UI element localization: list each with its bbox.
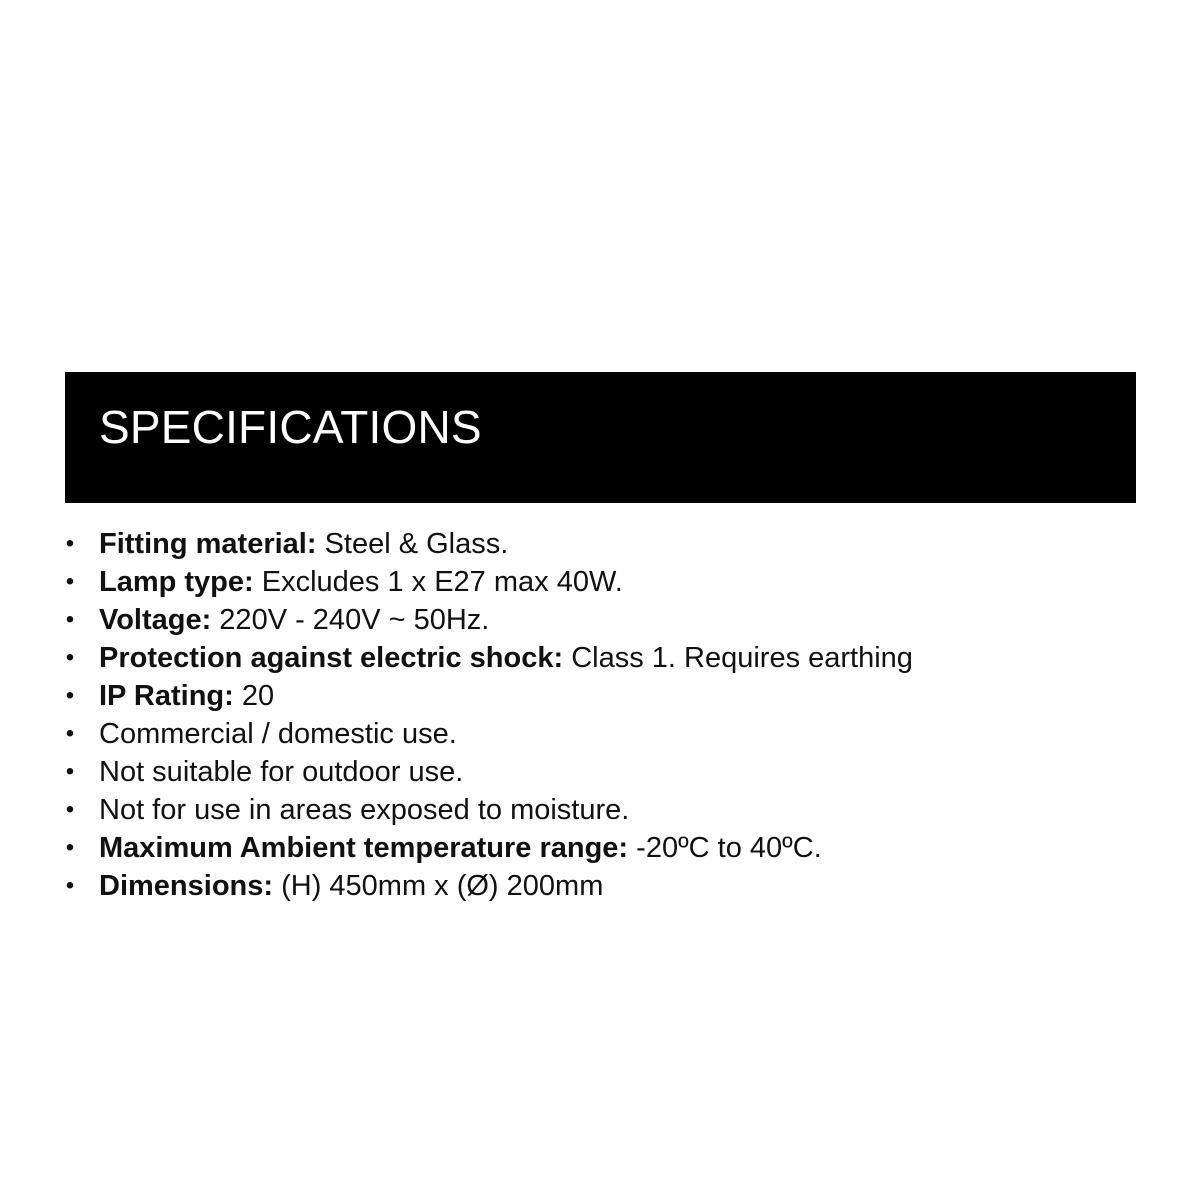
spec-value: Steel & Glass. [316, 528, 509, 560]
spec-label: Lamp type: [99, 566, 254, 598]
bullet-icon: • [65, 834, 75, 861]
spec-item-moisture-warning [65, 791, 1136, 829]
spec-text [99, 753, 463, 791]
spec-item-fitting-material [65, 525, 1136, 563]
spec-value: 220V - 240V ~ 50Hz. [211, 604, 490, 636]
spec-text [99, 715, 457, 753]
specifications-banner [65, 372, 1136, 503]
spec-item-use-type [65, 715, 1136, 753]
spec-text [99, 601, 489, 639]
spec-item-lamp-type [65, 563, 1136, 601]
spec-label: Protection against electric shock: [99, 642, 564, 674]
spec-label: IP Rating: [99, 680, 234, 712]
spec-item-dimensions [65, 867, 1136, 905]
spec-label: Dimensions: [99, 870, 274, 902]
spec-value: Class 1. Requires earthing [563, 642, 913, 674]
spec-item-outdoor-suitability [65, 753, 1136, 791]
spec-item-ip-rating [65, 677, 1136, 715]
bullet-icon: • [65, 644, 75, 671]
bullet-icon: • [65, 758, 75, 785]
bullet-icon: • [65, 606, 75, 633]
bullet-icon: • [65, 530, 75, 557]
spec-value: Commercial / domestic use. [99, 718, 457, 750]
specifications-list [65, 525, 1136, 905]
spec-label: Voltage: [99, 604, 212, 636]
spec-text [99, 639, 913, 677]
spec-label: Fitting material: [99, 528, 317, 560]
spec-value: Not for use in areas exposed to moisture. [99, 794, 630, 826]
spec-item-voltage [65, 601, 1136, 639]
spec-text [99, 829, 822, 867]
spec-item-electric-shock-protection [65, 639, 1136, 677]
bullet-icon: • [65, 568, 75, 595]
spec-value: 20 [233, 680, 275, 712]
spec-value: Not suitable for outdoor use. [99, 756, 464, 788]
spec-text [99, 791, 629, 829]
bullet-icon: • [65, 796, 75, 823]
spec-text [99, 677, 274, 715]
spec-label: Maximum Ambient temperature range: [99, 832, 629, 864]
bullet-icon: • [65, 682, 75, 709]
spec-text [99, 563, 623, 601]
spec-item-temperature-range [65, 829, 1136, 867]
spec-text [99, 525, 508, 563]
spec-text [99, 867, 603, 905]
spec-value: (H) 450mm x (Ø) 200mm [273, 870, 604, 902]
spec-value: Excludes 1 x E27 max 40W. [253, 566, 623, 598]
bullet-icon: • [65, 872, 75, 899]
bullet-icon: • [65, 720, 75, 747]
page-title: SPECIFICATIONS [99, 401, 482, 453]
spec-value: -20ºC to 40ºC. [628, 832, 822, 864]
